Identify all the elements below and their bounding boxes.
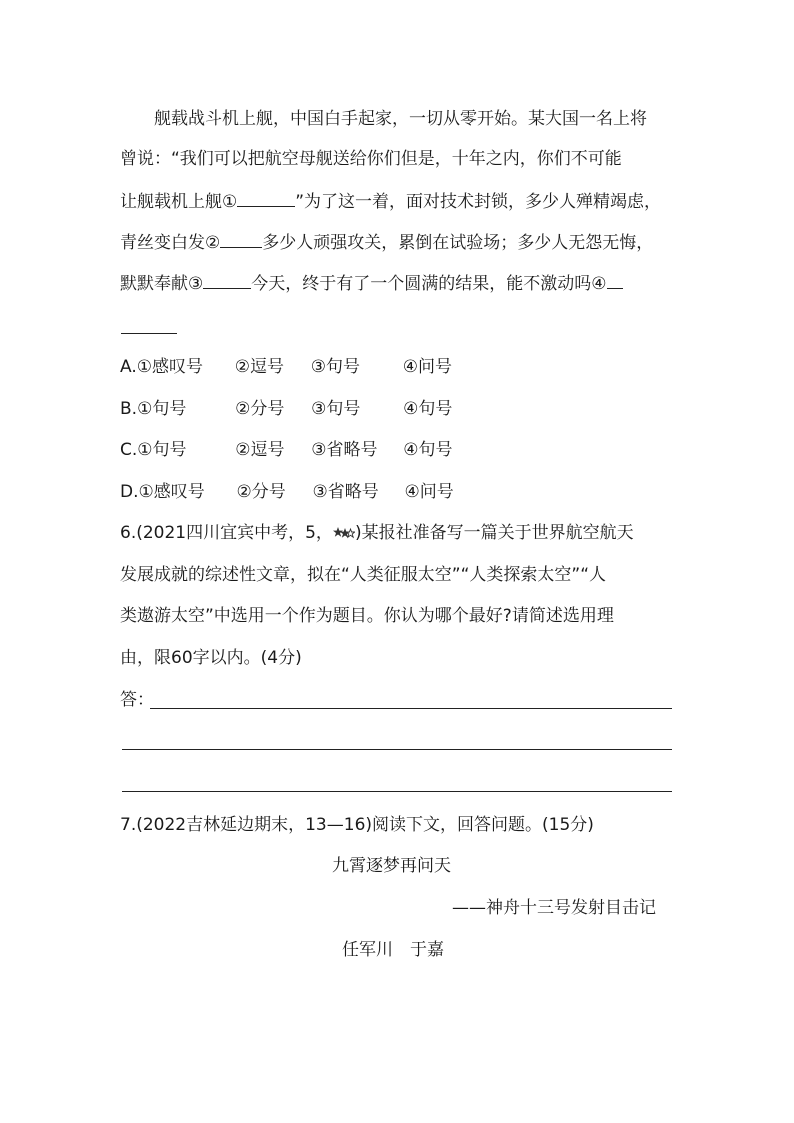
q6-line-4: 由，限60字以内。(4分) (120, 648, 302, 668)
option-a: A.①感叹号 ②逗号 ③句号 ④问号 (120, 357, 452, 377)
blank-4a (607, 270, 623, 289)
article-authors: 任军川 于嘉 (342, 940, 444, 960)
passage-line-4: 青丝变白发② 多少人顽强攻关，累倒在试验场；多少人无怨无悔， (120, 229, 653, 255)
q6-line-1: 6.(2021四川宜宾中考，5， )某报社准备写一篇关于世界航空航天 (120, 523, 634, 543)
blank-1 (237, 188, 295, 207)
answer-label: 答： (120, 690, 154, 710)
option-c: C.①句号 ②逗号 ③省略号 ④句号 (120, 440, 453, 460)
article-title: 九霄逐梦再问天 (332, 856, 451, 876)
difficulty-stars-icon (333, 526, 355, 540)
blank-3 (203, 270, 251, 289)
q6-line-3: 类遨游太空”中选用一个作为题目。你认为哪个最好?请简述选用理 (120, 606, 614, 626)
passage-line-2: 曾说：“我们可以把航空母舰送给你们但是，十年之内，你们不可能 (120, 149, 622, 169)
answer-line-2[interactable] (122, 749, 672, 750)
answer-line-3[interactable] (122, 791, 672, 792)
passage-line-3: 让舰载机上舰① ”为了这一着，面对技术封锁，多少人殚精竭虑， (120, 188, 661, 214)
q7-header: 7.(2022吉林延边期末，13—16)阅读下文，回答问题。(15分) (120, 815, 594, 835)
answer-line-1[interactable] (150, 708, 672, 709)
blank-2 (220, 229, 262, 248)
article-subtitle: ——神舟十三号发射目击记 (452, 898, 656, 918)
passage-line-5: 默默奉献③ 今天，终于有了一个圆满的结果，能不激动吗④ (120, 270, 623, 296)
blank-4b (121, 333, 177, 334)
passage-line-1: 舰载战斗机上舰，中国白手起家，一切从零开始。某大国一名上将 (154, 109, 647, 129)
option-d: D.①感叹号 ②分号 ③省略号 ④问号 (120, 482, 454, 502)
q6-line-2: 发展成就的综述性文章，拟在“人类征服太空”“人类探索太空”“人 (120, 565, 607, 585)
option-b: B.①句号 ②分号 ③句号 ④句号 (120, 399, 453, 419)
